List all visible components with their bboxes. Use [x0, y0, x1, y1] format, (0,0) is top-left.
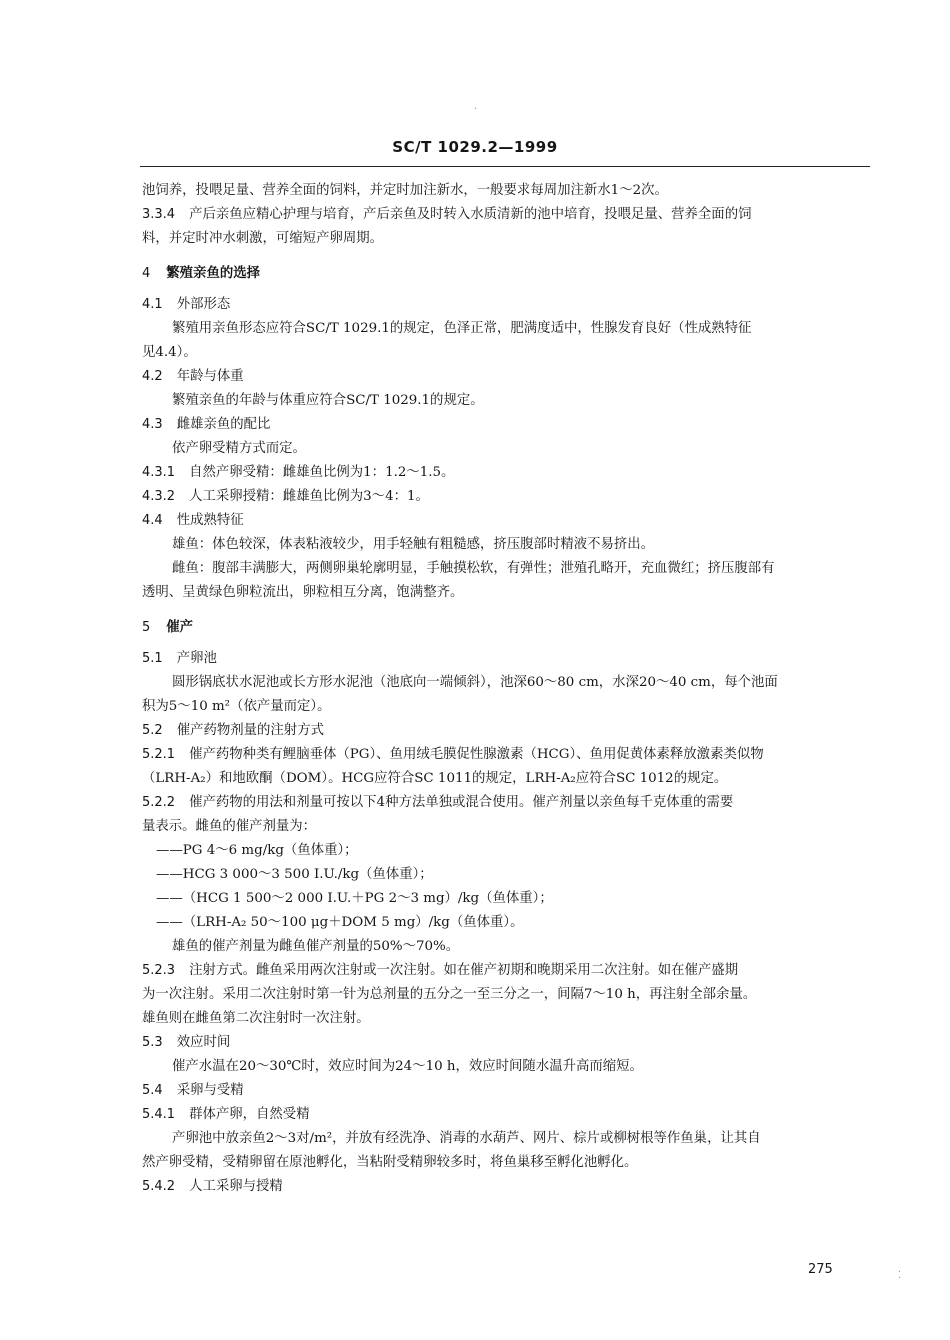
clause-text: 催产药物种类有鲤脑垂体（PG）、鱼用绒毛膜促性腺激素（HCG）、鱼用促黄体素释放激素类似物 [189, 747, 764, 762]
clause-5-4-1-heading [142, 1103, 870, 1127]
paragraph-line: 见4.4）。 [142, 345, 197, 360]
paragraph-line: 雄鱼的催产剂量为雌鱼催产剂量的50%～70%。 [172, 939, 460, 954]
clause-title: 年龄与体重 [176, 369, 244, 384]
clause-5-3-heading [142, 1031, 870, 1055]
dosage-item: ——（LRH-A₂ 50～100 μg＋DOM 5 mg）/kg（鱼体重）。 [156, 915, 524, 930]
clause-title: 催产药物剂量的注射方式 [176, 723, 324, 738]
paragraph-line: 然产卵受精，受精卵留在原池孵化，当粘附受精卵较多时，将鱼巢移至孵化池孵化。 [142, 1155, 638, 1170]
clause-title: 采卵与受精 [176, 1083, 244, 1098]
clause-title: 群体产卵，自然受精 [189, 1107, 310, 1122]
clause-5-2-heading [142, 719, 870, 743]
paragraph-line: 透明、呈黄绿色卵粒流出，卵粒相互分离，饱满整齐。 [142, 585, 464, 600]
dosage-item: ——HCG 3 000～3 500 I.U./kg（鱼体重）； [156, 867, 433, 882]
clause-number: 5.2.2 [142, 795, 176, 810]
section-5-heading [142, 615, 870, 639]
paragraph-line: 催产水温在20～30℃时，效应时间为24～10 h，效应时间随水温升高而缩短。 [172, 1059, 643, 1074]
clause-4-4-heading [142, 509, 870, 533]
dosage-item: ——（HCG 1 500～2 000 I.U.＋PG 2～3 mg）/kg（鱼体重）； [156, 891, 553, 906]
clause-text: 自然产卵受精：雌雄鱼比例为1：1.2～1.5。 [189, 465, 455, 480]
clause-text: 注射方式。雌鱼采用两次注射或一次注射。如在催产初期和晚期采用二次注射。如在催产盛期 [189, 963, 739, 978]
clause-5-4-2-heading [142, 1175, 870, 1199]
clause-number: 5.4 [142, 1083, 163, 1098]
clause-4-2-heading [142, 365, 870, 389]
clause-4-3-1-line [142, 461, 870, 485]
paragraph-line: 繁殖亲鱼的年龄与体重应符合SC/T 1029.1的规定。 [172, 393, 484, 408]
clause-title: 人工采卵与授精 [189, 1179, 283, 1194]
document-body [142, 179, 870, 1199]
paragraph-line: 圆形锅底状水泥池或长方形水泥池（池底向一端倾斜），池深60～80 cm，水深20～40 cm，每个池面 [172, 675, 778, 690]
clause-number: 5.4.1 [142, 1107, 176, 1122]
clause-title: 外部形态 [176, 297, 231, 312]
clause-number: 4.3 [142, 417, 163, 432]
section-4-heading [142, 261, 870, 285]
dosage-item: ——PG 4～6 mg/kg（鱼体重）； [156, 843, 358, 858]
page-number: 275 [808, 1262, 833, 1277]
section-title: 繁殖亲鱼的选择 [166, 265, 261, 281]
clause-number: 3.3.4 [142, 207, 176, 222]
section-title: 催产 [166, 619, 194, 635]
clause-3-3-4-line [142, 203, 870, 227]
paragraph-line: 繁殖用亲鱼形态应符合SC/T 1029.1的规定，色泽正常，肥满度适中，性腺发育良好（性成熟特征 [172, 321, 752, 336]
paragraph-line: 积为5～10 m²（依产量而定）。 [142, 699, 331, 714]
clause-text: 催产药物的用法和剂量可按以下4种方法单独或混合使用。催产剂量以亲鱼每千克体重的需要 [189, 795, 734, 810]
paragraph-line: 料，并定时冲水刺激，可缩短产卵周期。 [142, 231, 384, 246]
clause-title: 效应时间 [176, 1035, 231, 1050]
clause-4-3-2-line [142, 485, 870, 509]
clause-number: 4.3.2 [142, 489, 176, 504]
paragraph-line: 雄鱼则在雌鱼第二次注射时一次注射。 [142, 1011, 370, 1026]
paragraph-line: （LRH-A₂）和地欧酮（DOM）。HCG应符合SC 1011的规定，LRH-A₂应符合SC 1012的规定。 [142, 771, 728, 786]
clause-5-2-1-line [142, 743, 870, 767]
section-number: 4 [142, 266, 151, 281]
clause-5-2-2-line [142, 791, 870, 815]
scan-speck: ⁚ [898, 1270, 902, 1281]
header-rule [140, 166, 870, 167]
paragraph-line: 雄鱼：体色较深，体表粘液较少，用手轻触有粗糙感，挤压腹部时精液不易挤出。 [172, 537, 655, 552]
clause-title: 雌雄亲鱼的配比 [176, 417, 271, 432]
paragraph-line: 量表示。雌鱼的催产剂量为： [142, 819, 317, 834]
clause-5-1-heading [142, 647, 870, 671]
paragraph-line: 产卵池中放亲鱼2～3对/m²，并放有经洗净、消毒的水葫芦、网片、棕片或柳树根等作鱼巢，让其自 [172, 1131, 761, 1146]
paragraph-line: 雌鱼：腹部丰满膨大，两侧卵巢轮廓明显，手触摸松软，有弹性；泄殖孔略开，充血微红；挤压腹部有 [172, 561, 775, 576]
clause-title: 产卵池 [176, 651, 217, 666]
clause-number: 4.4 [142, 513, 163, 528]
clause-number: 5.3 [142, 1035, 163, 1050]
section-number: 5 [142, 620, 151, 635]
clause-4-1-heading [142, 293, 870, 317]
clause-number: 4.2 [142, 369, 163, 384]
clause-5-4-heading [142, 1079, 870, 1103]
paragraph-line: 池饲养，投喂足量、营养全面的饲料，并定时加注新水，一般要求每周加注新水1～2次。 [142, 183, 668, 198]
clause-4-3-heading [142, 413, 870, 437]
paragraph-line: 依产卵受精方式而定。 [172, 441, 306, 456]
clause-number: 5.4.2 [142, 1179, 176, 1194]
clause-text: 产后亲鱼应精心护理与培育，产后亲鱼及时转入水质清新的池中培育，投喂足量、营养全面的饲 [189, 207, 752, 222]
clause-number: 5.2.3 [142, 963, 176, 978]
clause-5-2-3-line [142, 959, 870, 983]
paragraph-line: 为一次注射。采用二次注射时第一针为总剂量的五分之一至三分之一，间隔7～10 h，再注射全部余量。 [142, 987, 757, 1002]
clause-number: 4.3.1 [142, 465, 176, 480]
clause-text: 人工采卵授精：雌雄鱼比例为3～4：1。 [189, 489, 429, 504]
scan-speck: · [474, 104, 478, 115]
clause-number: 4.1 [142, 297, 163, 312]
clause-number: 5.2.1 [142, 747, 176, 762]
clause-number: 5.1 [142, 651, 163, 666]
clause-title: 性成熟特征 [176, 513, 244, 528]
standard-code-header: SC/T 1029.2—1999 [392, 138, 558, 156]
clause-number: 5.2 [142, 723, 163, 738]
